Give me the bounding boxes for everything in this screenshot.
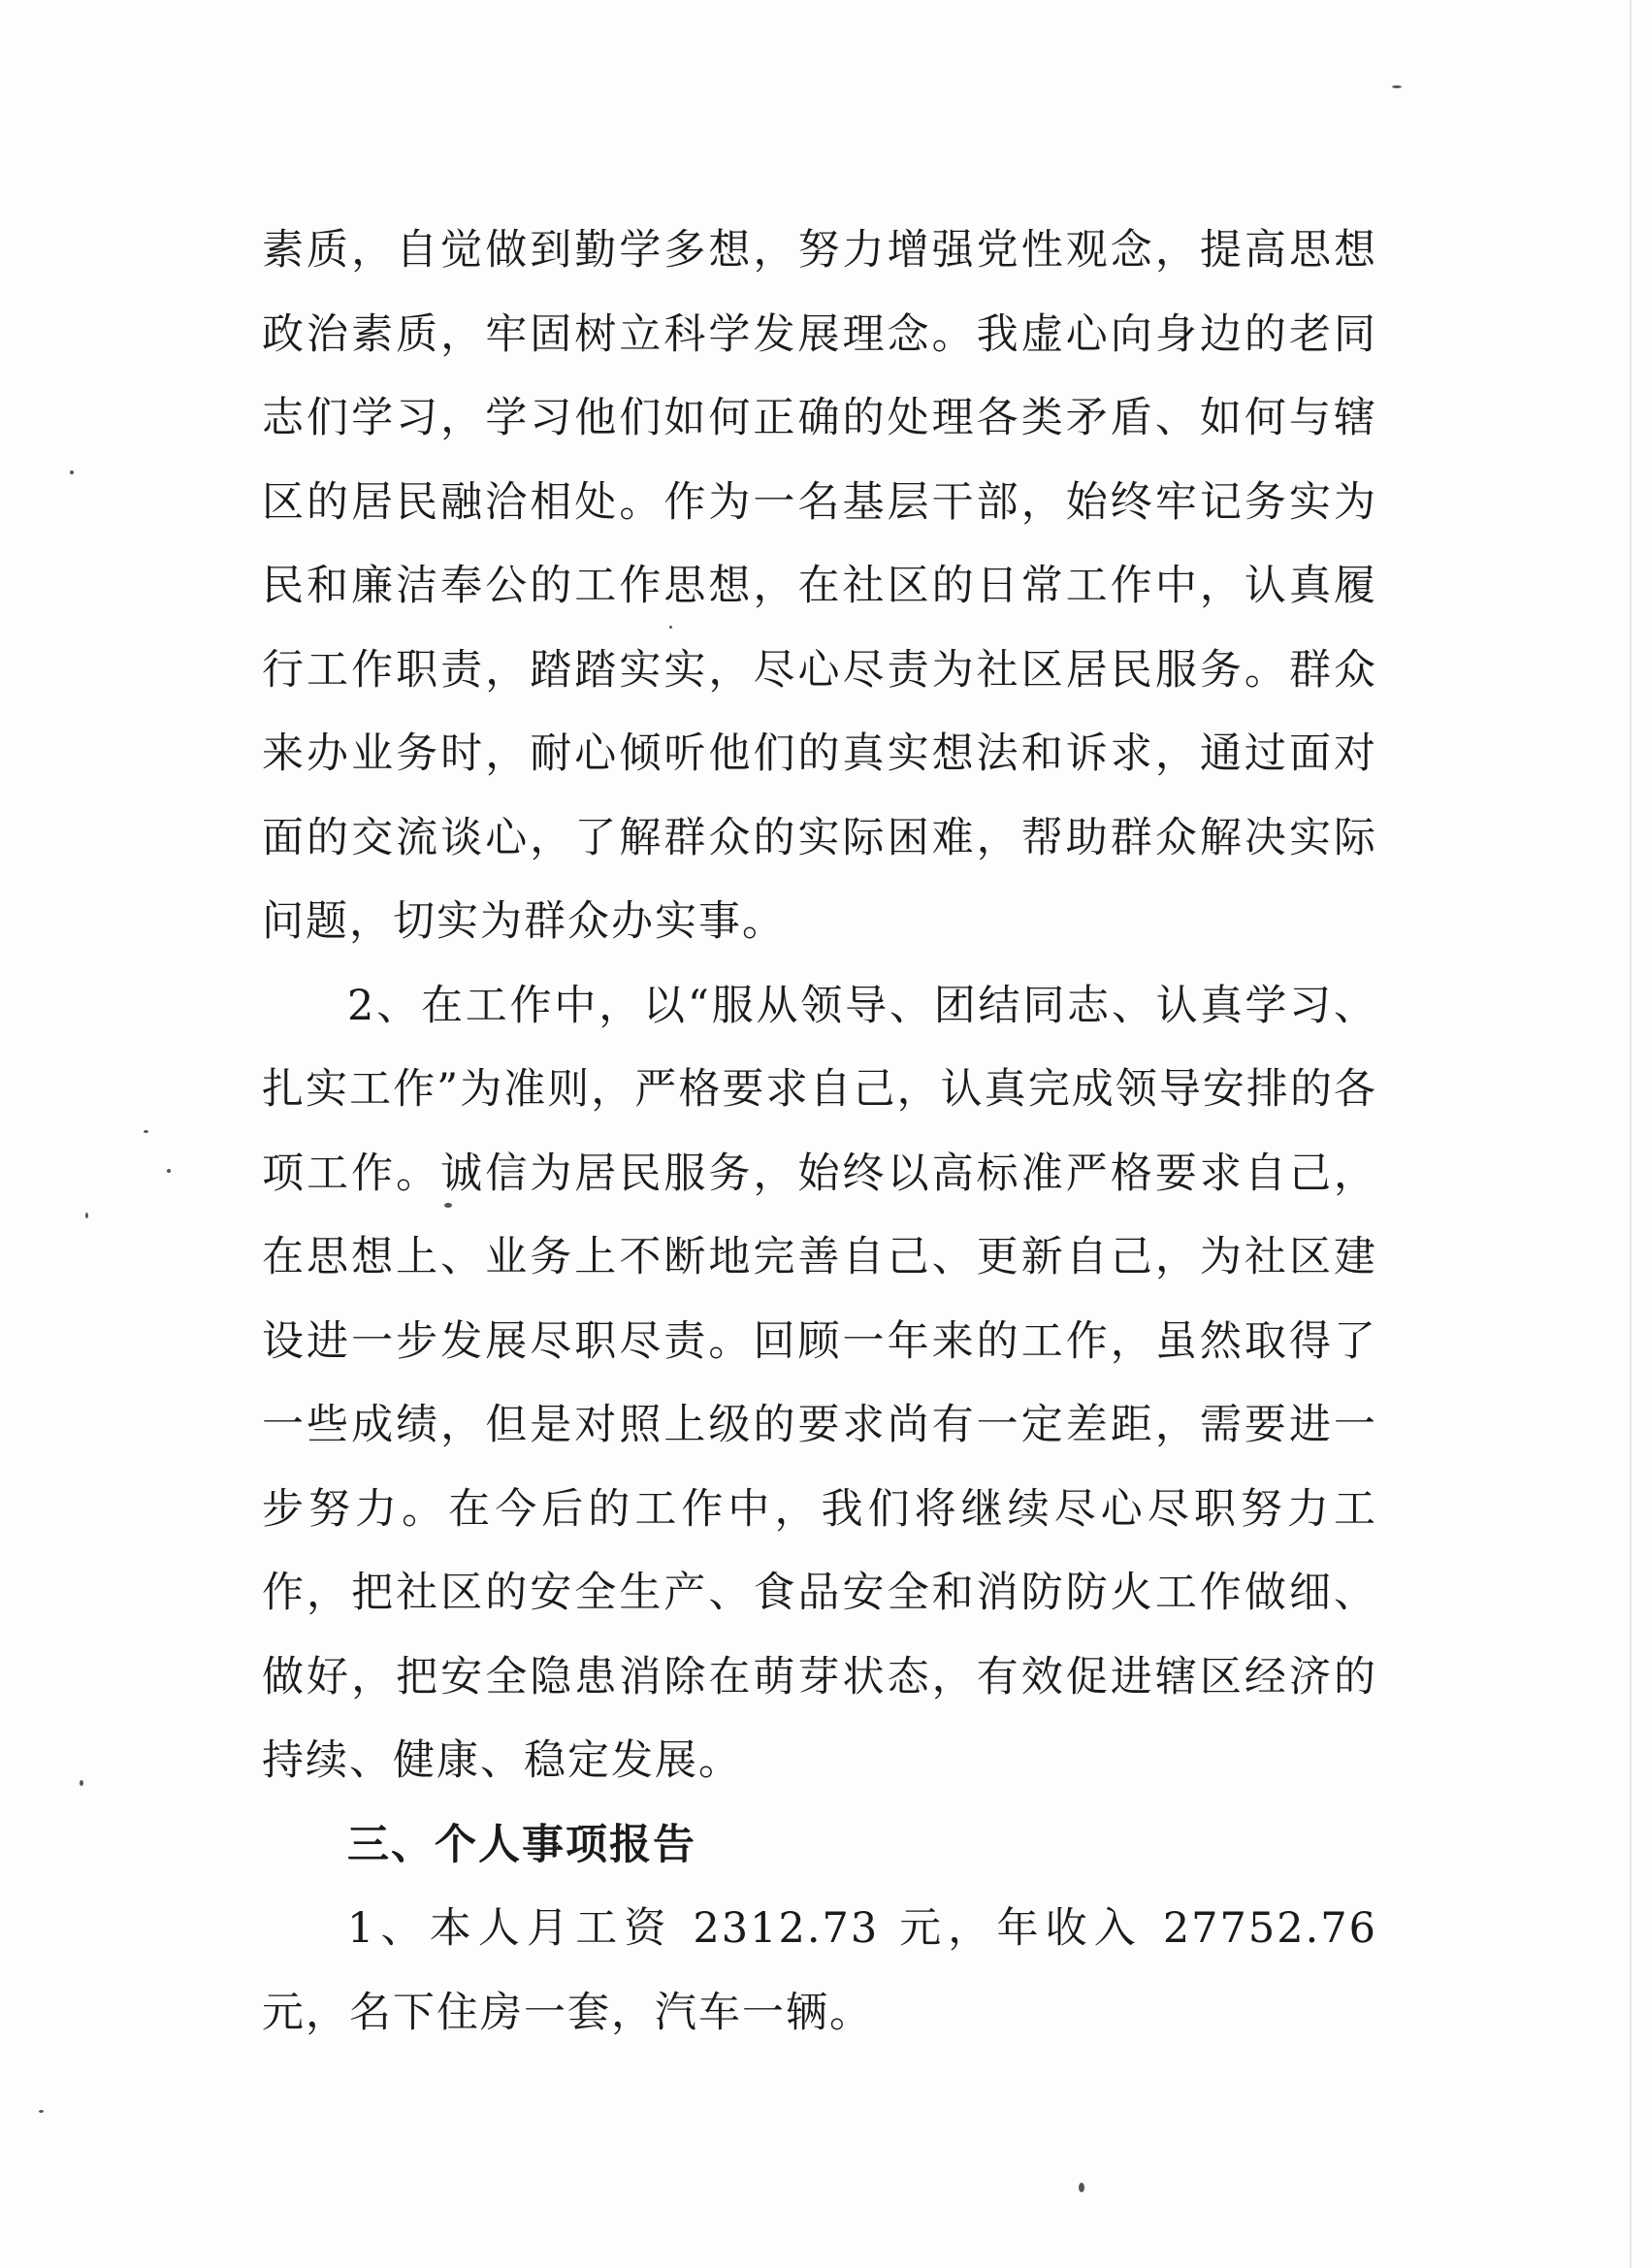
section-heading: 三、个人事项报告 — [347, 1820, 696, 1869]
paragraph-continuation: 素质，自觉做到勤学多想，努力增强党性观念，提高思想政治素质，牢固树立科学发展理念。我虚心向身边的老同志们学习，学习他们如何正确的处理各类矛盾、如何与辖区的居民融洽相处。作为一名基层干部，始终牢记务实为民和廉洁奉公的工作思想，在社区的日常工作中，认真履行工作职责，踏踏实实，尽心尽责为社区居民服务。群众来办业务时，耐心倾听他们的真实想法和诉求，通过面对面的交流谈心，了解群众的实际困难，帮助群众解决实际问题，切实为群众办实事。 — [262, 226, 1377, 946]
paragraph-work-principles: 2、在工作中，以“服从领导、团结同志、认真学习、扎实工作”为准则，严格要求自己，认真完成领导安排的各项工作。诚信为居民服务，始终以高标准严格要求自己，在思想上、业务上不断地完善自己、更新自己，为社区建设进一步发展尽职尽责。回顾一年来的工作，虽然取得了一些成绩，但是对照上级的要求尚有一定差距，需要进一步努力。在今后的工作中，我们将继续尽心尽职努力工作，把社区的安全生产、食品安全和消防防火工作做细、做好，把安全隐患消除在萌芽状态，有效促进辖区经济的持续、健康、稳定发展。 — [262, 981, 1377, 1785]
document-body — [262, 209, 1377, 2055]
page-edge — [1630, 0, 1632, 2268]
scan-speck — [70, 470, 74, 474]
scan-speck — [444, 1203, 452, 1208]
paragraph-personal-report: 1、本人月工资 2312.73 元，年收入 27752.76 元，名下住房一套，汽车一辆。 — [262, 1904, 1377, 2037]
scan-speck — [1392, 85, 1402, 88]
scan-speck — [167, 1169, 171, 1173]
scan-speck — [144, 1130, 148, 1133]
scan-speck — [669, 626, 672, 629]
scan-speck — [39, 2110, 44, 2113]
scan-speck — [85, 1213, 88, 1218]
scan-speck — [80, 1780, 83, 1786]
scan-speck — [1079, 2183, 1084, 2192]
